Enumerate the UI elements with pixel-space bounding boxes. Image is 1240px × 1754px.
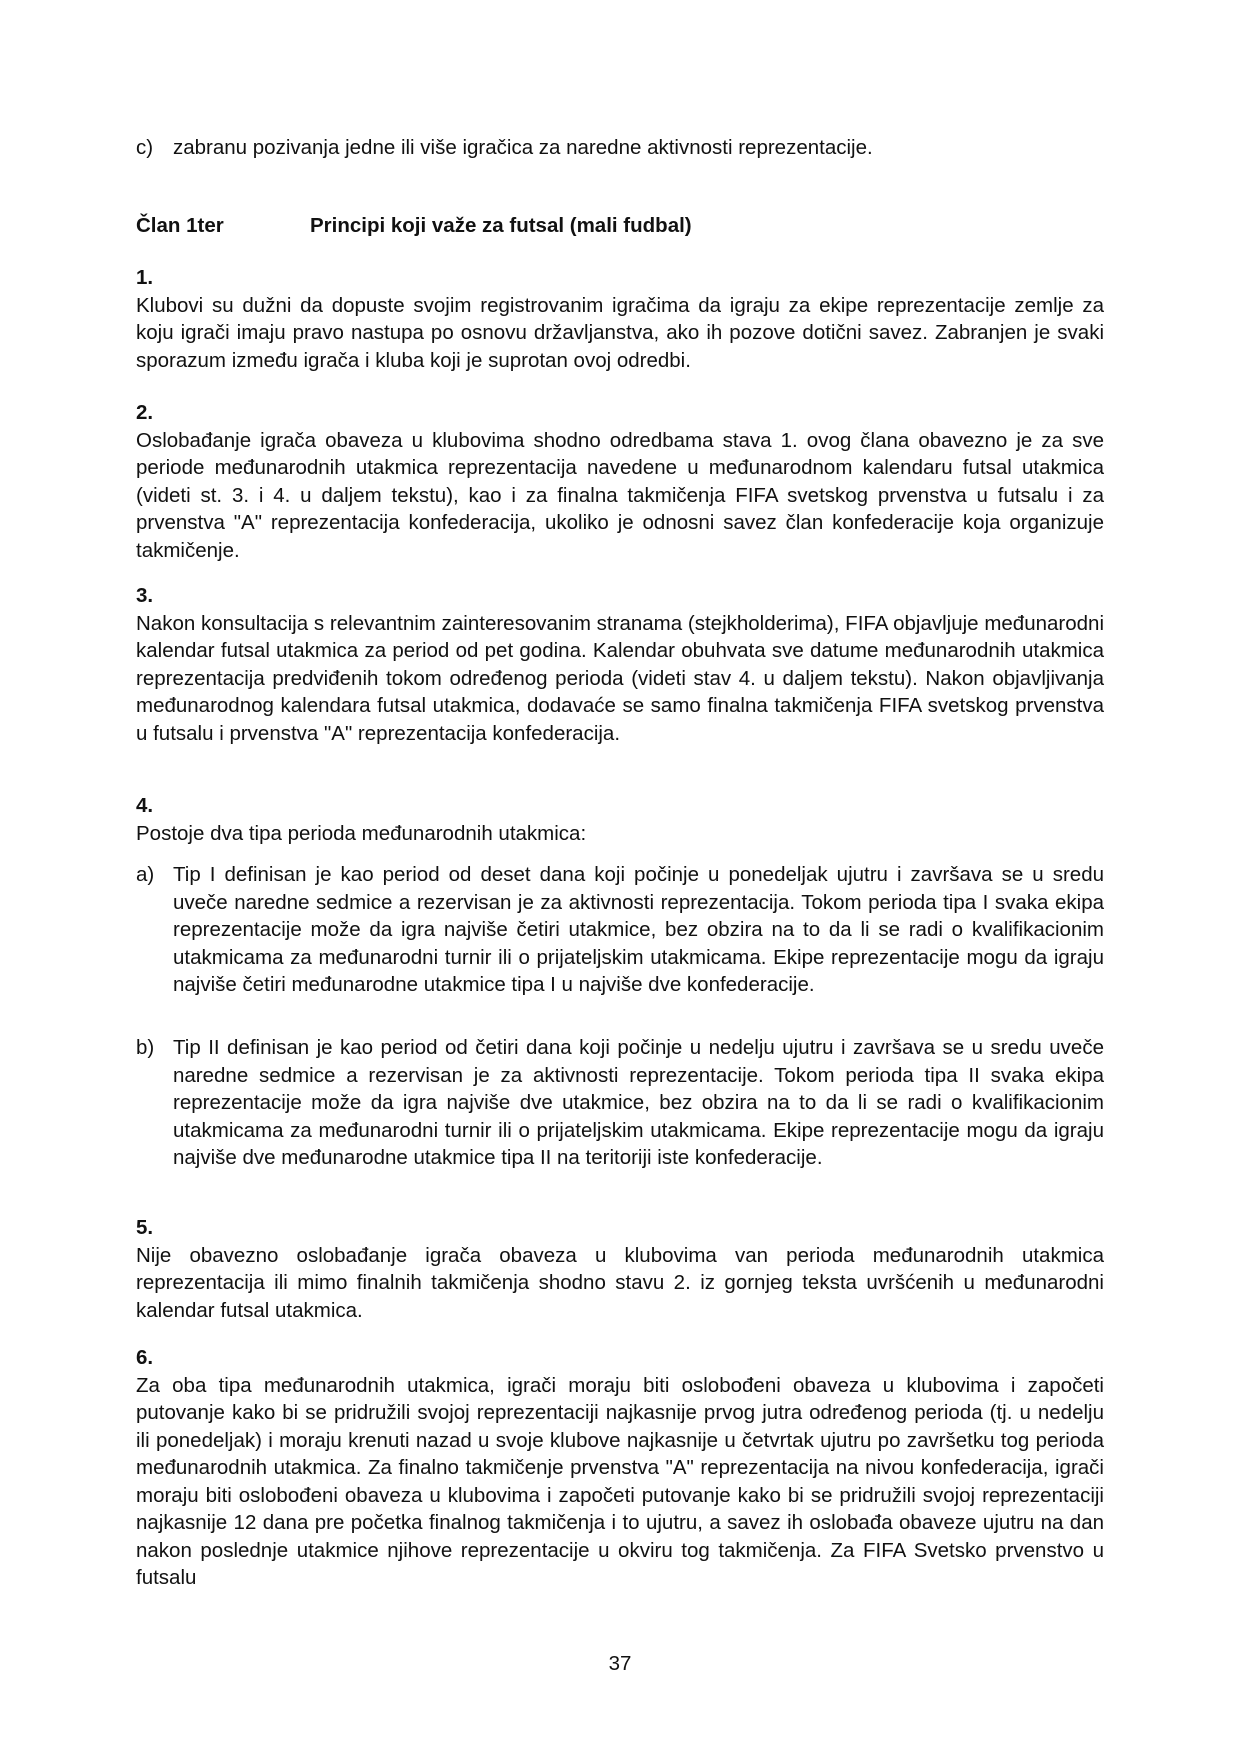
section-2 xyxy=(136,399,1104,564)
list-text: zabranu pozivanja jedne ili više igračica za naredne aktivnosti reprezentacije. xyxy=(173,136,873,159)
section-text: Nakon konsultacija s relevantnim zainteresovanim stranama (stejkholderima), FIFA objavljuje međunarodni kalendar futsal utakmica za period od pet godina. Kalendar obuhvata sve datume međunarodnih utakmica reprezentacija predviđenih tokom određenog perioda (videti stav 4. u daljem tekstu). Nakon objavljivanja međunarodnog kalendara futsal utakmica, dodavaće se samo finalna takmičenja FIFA svetskog prvenstva u futsalu i prvenstva "A" reprezentacija konfederacija. xyxy=(136,611,1104,745)
list-text: Tip I definisan je kao period od deset dana koji počinje u ponedeljak ujutru i završava se u sredu uveče naredne sedmice a rezervisan je za aktivnosti reprezentacija. Tokom perioda tipa I svaka ekipa reprezentacije može da igra najviše četiri utakmice, bez obzira na to da li se radi o kvalifikacionim utakmicama za međunarodni turnir ili o prijateljskim utakmicama. Ekipe reprezentacije mogu da igraju najviše četiri međunarodne utakmice tipa I u najviše dve konfederacije. xyxy=(173,863,1104,996)
section-1 xyxy=(136,264,1104,374)
section-text: Oslobađanje igrača obaveza u klubovima shodno odredbama stava 1. ovog člana obavezno je za sve periode međunarodnih utakmica reprezentacija navedene u međunarodnom kalendaru futsal utakmica (videti st. 3. i 4. u daljem tekstu), kao i za finalna takmičenja FIFA svetskog prvenstva u futsalu i za prvenstva "A" reprezentacija konfederacija, ukoliko je odnosni savez član konfederacije koja organizuje takmičenje. xyxy=(136,428,1104,562)
section-number: 6. xyxy=(136,1346,154,1369)
section-text: Nije obavezno oslobađanje igrača obaveza u klubovima van perioda međunarodnih utakmica reprezentacija ili mimo finalnih takmičenja shodno stavu 2. iz gornjeg teksta uvršćenih u međunarodni kalendar futsal utakmica. xyxy=(136,1243,1104,1322)
section-3 xyxy=(136,582,1104,747)
section-number: 1. xyxy=(136,266,154,289)
section-number: 3. xyxy=(136,584,154,607)
list-text: Tip II definisan je kao period od četiri dana koji počinje u nedelju ujutru i završava se u sredu uveče naredne sedmice a rezervisan je za aktivnosti reprezentacije. Tokom perioda tipa II svaka ekipa reprezentacije može da igra najviše dve utakmice, bez obzira na to da li se radi o kvalifikacionim utakmicama za međunarodni turnir ili o prijateljskim utakmicama. Ekipe reprezentacije mogu da igraju najviše dve međunarodne utakmice tipa II na teritoriji iste konfederacije. xyxy=(173,1036,1104,1169)
section-text: Postoje dva tipa perioda međunarodnih utakmica: xyxy=(136,821,587,845)
section-text: Za oba tipa međunarodnih utakmica, igrači moraju biti oslobođeni obaveza u klubovima i započeti putovanje kako bi se pridružili svojoj reprezentaciji najkasnije prvog jutra određenog perioda (tj. u nedelju ili ponedeljak) i moraju krenuti nazad u svoje klubove najkasnije u četvrtak ujutru po završetku tog perioda međunarodnih utakmica. Za finalno takmičenje prvenstva "A" reprezentacija na nivou konfederacija, igrači moraju biti oslobođeni obaveza u klubovima i započeti putovanje kako bi se pridružili svojoj reprezentaciji najkasnije 12 dana pre početka finalnog takmičenja i to ujutru, a savez ih oslobađa obaveze ujutru na dan nakon poslednje utakmice njihove reprezentacije u okviru tog takmičenja. Za FIFA Svetsko prvenstvo u futsalu xyxy=(136,1373,1104,1589)
article-title: Principi koji važe za futsal (mali fudbal) xyxy=(310,214,692,237)
section-4 xyxy=(136,792,1104,847)
section-number: 2. xyxy=(136,401,154,424)
list-marker: b) xyxy=(136,1036,155,1059)
section-5 xyxy=(136,1214,1104,1324)
article-number: Član 1ter xyxy=(136,214,224,237)
list-marker: c) xyxy=(136,136,154,159)
section-text: Klubovi su dužni da dopuste svojim registrovanim igračima da igraju za ekipe reprezentacije zemlje za koju igrači imaju pravo nastupa po osnovu državljanstva, ako ih pozove dotični savez. Zabranjen je svaki sporazum između igrača i kluba koji je suprotan ovoj odredbi. xyxy=(136,293,1104,372)
section-number: 4. xyxy=(136,794,154,817)
section-6 xyxy=(136,1344,1104,1592)
page-number: 37 xyxy=(608,1652,632,1675)
section-number: 5. xyxy=(136,1216,154,1239)
list-marker: a) xyxy=(136,863,155,886)
